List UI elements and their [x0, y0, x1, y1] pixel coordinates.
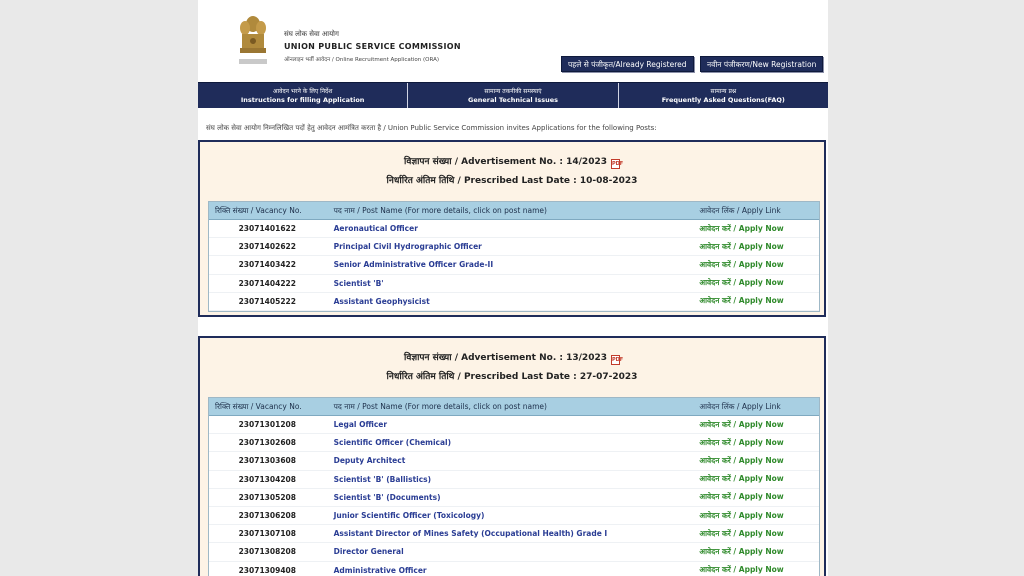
last-date: निर्धारित अंतिम तिथि / Prescribed Last Date : 27-07-2023	[386, 372, 638, 382]
apply-now-link[interactable]: आवेदन करें / Apply Now	[699, 278, 784, 288]
post-name-link[interactable]: Deputy Architect	[333, 456, 406, 466]
table-header	[209, 398, 819, 416]
table-row	[209, 293, 819, 311]
nav-instructions-english: Instructions for filling Application	[240, 96, 365, 104]
vacancy-number: 23071306208	[238, 511, 296, 521]
apply-now-link[interactable]: आवेदन करें / Apply Now	[699, 455, 784, 465]
header-vacancy: रिक्ति संख्या / Vacancy No.	[215, 205, 302, 215]
apply-now-link[interactable]: आवेदन करें / Apply Now	[699, 510, 784, 520]
table-row	[209, 434, 819, 452]
table-row	[209, 507, 819, 525]
vacancy-number: 23071402622	[238, 242, 296, 252]
apply-now-link[interactable]: आवेदन करें / Apply Now	[699, 474, 784, 484]
already-registered-button[interactable]: पहले से पंजीकृत/Already Registered	[561, 56, 694, 72]
vacancy-number: 23071404222	[238, 278, 296, 288]
apply-now-link[interactable]: आवेदन करें / Apply Now	[699, 296, 784, 306]
national-emblem-icon	[236, 12, 270, 70]
vacancy-number: 23071403422	[238, 260, 296, 270]
table-header	[209, 202, 819, 220]
header-post: पद नाम / Post Name (For more details, click on post name)	[333, 401, 547, 411]
page-container	[198, 0, 828, 576]
apply-now-link[interactable]: आवेदन करें / Apply Now	[699, 419, 784, 429]
table-row	[209, 256, 819, 274]
header-vacancy: रिक्ति संख्या / Vacancy No.	[215, 401, 302, 411]
nav-faq[interactable]	[619, 83, 828, 108]
post-name-link[interactable]: Assistant Director of Mines Safety (Occupational Health) Grade I	[333, 529, 608, 539]
advertisement-number: विज्ञापन संख्या / Advertisement No. : 14/2023	[404, 157, 607, 167]
post-name-link[interactable]: Scientist 'B' (Ballistics)	[333, 474, 432, 484]
nav-technical-hindi: सामान्य तकनीकी समस्याएं	[484, 88, 542, 95]
vacancy-number: 23071304208	[238, 474, 296, 484]
vacancy-number: 23071305208	[238, 492, 296, 502]
advertisement-box	[198, 140, 826, 317]
post-name-link[interactable]: Scientist 'B' (Documents)	[333, 492, 441, 502]
ora-subtitle: ऑनलाइन भर्ती आवेदन / Online Recruitment Application (ORA)	[284, 57, 440, 63]
apply-now-link[interactable]: आवेदन करें / Apply Now	[699, 437, 784, 447]
advertisement-title	[200, 154, 824, 167]
main-nav	[198, 82, 828, 108]
nav-faq-english: Frequently Asked Questions(FAQ)	[661, 96, 785, 104]
vacancy-number: 23071405222	[238, 296, 296, 306]
table-row	[209, 416, 819, 434]
vacancy-number: 23071302608	[238, 438, 296, 448]
nav-technical-english: General Technical Issues	[468, 96, 558, 104]
vacancy-table	[208, 201, 820, 312]
post-name-link[interactable]: Scientific Officer (Chemical)	[333, 438, 452, 448]
post-name-link[interactable]: Senior Administrative Officer Grade-II	[333, 260, 494, 270]
header-apply: आवेदन लिंक / Apply Link	[699, 205, 781, 215]
site-header	[198, 0, 828, 80]
apply-now-link[interactable]: आवेदन करें / Apply Now	[699, 241, 784, 251]
org-name-hindi: संघ लोक सेवा आयोग	[284, 30, 339, 38]
apply-now-link[interactable]: आवेदन करें / Apply Now	[699, 546, 784, 556]
post-name-link[interactable]: Legal Officer	[333, 420, 388, 430]
advertisement-number: विज्ञापन संख्या / Advertisement No. : 13/2023	[404, 353, 607, 363]
new-registration-button[interactable]: नवीन पंजीकरण/New Registration	[700, 56, 823, 72]
post-name-link[interactable]: Administrative Officer	[333, 565, 427, 575]
post-name-link[interactable]: Aeronautical Officer	[333, 224, 418, 234]
header-apply: आवेदन लिंक / Apply Link	[699, 401, 781, 411]
apply-now-link[interactable]: आवेदन करें / Apply Now	[699, 259, 784, 269]
header-post: पद नाम / Post Name (For more details, click on post name)	[333, 205, 547, 215]
vacancy-table	[208, 397, 820, 576]
vacancy-number: 23071309408	[238, 565, 296, 575]
pdf-icon[interactable]: PDF	[611, 357, 624, 363]
org-name-english: UNION PUBLIC SERVICE COMMISSION	[284, 42, 461, 51]
nav-instructions[interactable]	[198, 83, 408, 108]
vacancy-number: 23071308208	[238, 547, 296, 557]
post-name-link[interactable]: Assistant Geophysicist	[333, 296, 430, 306]
table-row	[209, 543, 819, 561]
last-date: निर्धारित अंतिम तिथि / Prescribed Last Date : 10-08-2023	[386, 176, 638, 186]
table-row	[209, 452, 819, 470]
table-row	[209, 275, 819, 293]
vacancy-number: 23071303608	[238, 456, 296, 466]
nav-technical-issues[interactable]	[408, 83, 618, 108]
table-row	[209, 562, 819, 576]
table-row	[209, 220, 819, 238]
intro-text: संघ लोक सेवा आयोग निम्नलिखित पदों हेतु आवेदन आमंत्रित करता है / Union Public Service Commission invites Applications for the following Posts:	[206, 124, 657, 132]
apply-now-link[interactable]: आवेदन करें / Apply Now	[699, 528, 784, 538]
table-row	[209, 489, 819, 507]
nav-instructions-hindi: आवेदन भरने के लिए निर्देश	[273, 88, 333, 95]
post-name-link[interactable]: Principal Civil Hydrographic Officer	[333, 242, 482, 252]
post-name-link[interactable]: Scientist 'B'	[333, 278, 384, 288]
vacancy-number: 23071307108	[238, 529, 296, 539]
apply-now-link[interactable]: आवेदन करें / Apply Now	[699, 565, 784, 575]
vacancy-number: 23071301208	[238, 420, 296, 430]
table-row	[209, 238, 819, 256]
vacancy-number: 23071401622	[238, 224, 296, 234]
apply-now-link[interactable]: आवेदन करें / Apply Now	[699, 492, 784, 502]
apply-now-link[interactable]: आवेदन करें / Apply Now	[699, 223, 784, 233]
advertisement-box	[198, 336, 826, 576]
table-row	[209, 525, 819, 543]
organization-block	[284, 30, 461, 63]
post-name-link[interactable]: Junior Scientific Officer (Toxicology)	[333, 511, 485, 521]
pdf-icon[interactable]: PDF	[611, 161, 624, 167]
nav-faq-hindi: सामान्य प्रश्न	[710, 88, 737, 95]
table-row	[209, 471, 819, 489]
post-name-link[interactable]: Director General	[333, 547, 404, 557]
advertisement-title	[200, 350, 824, 363]
